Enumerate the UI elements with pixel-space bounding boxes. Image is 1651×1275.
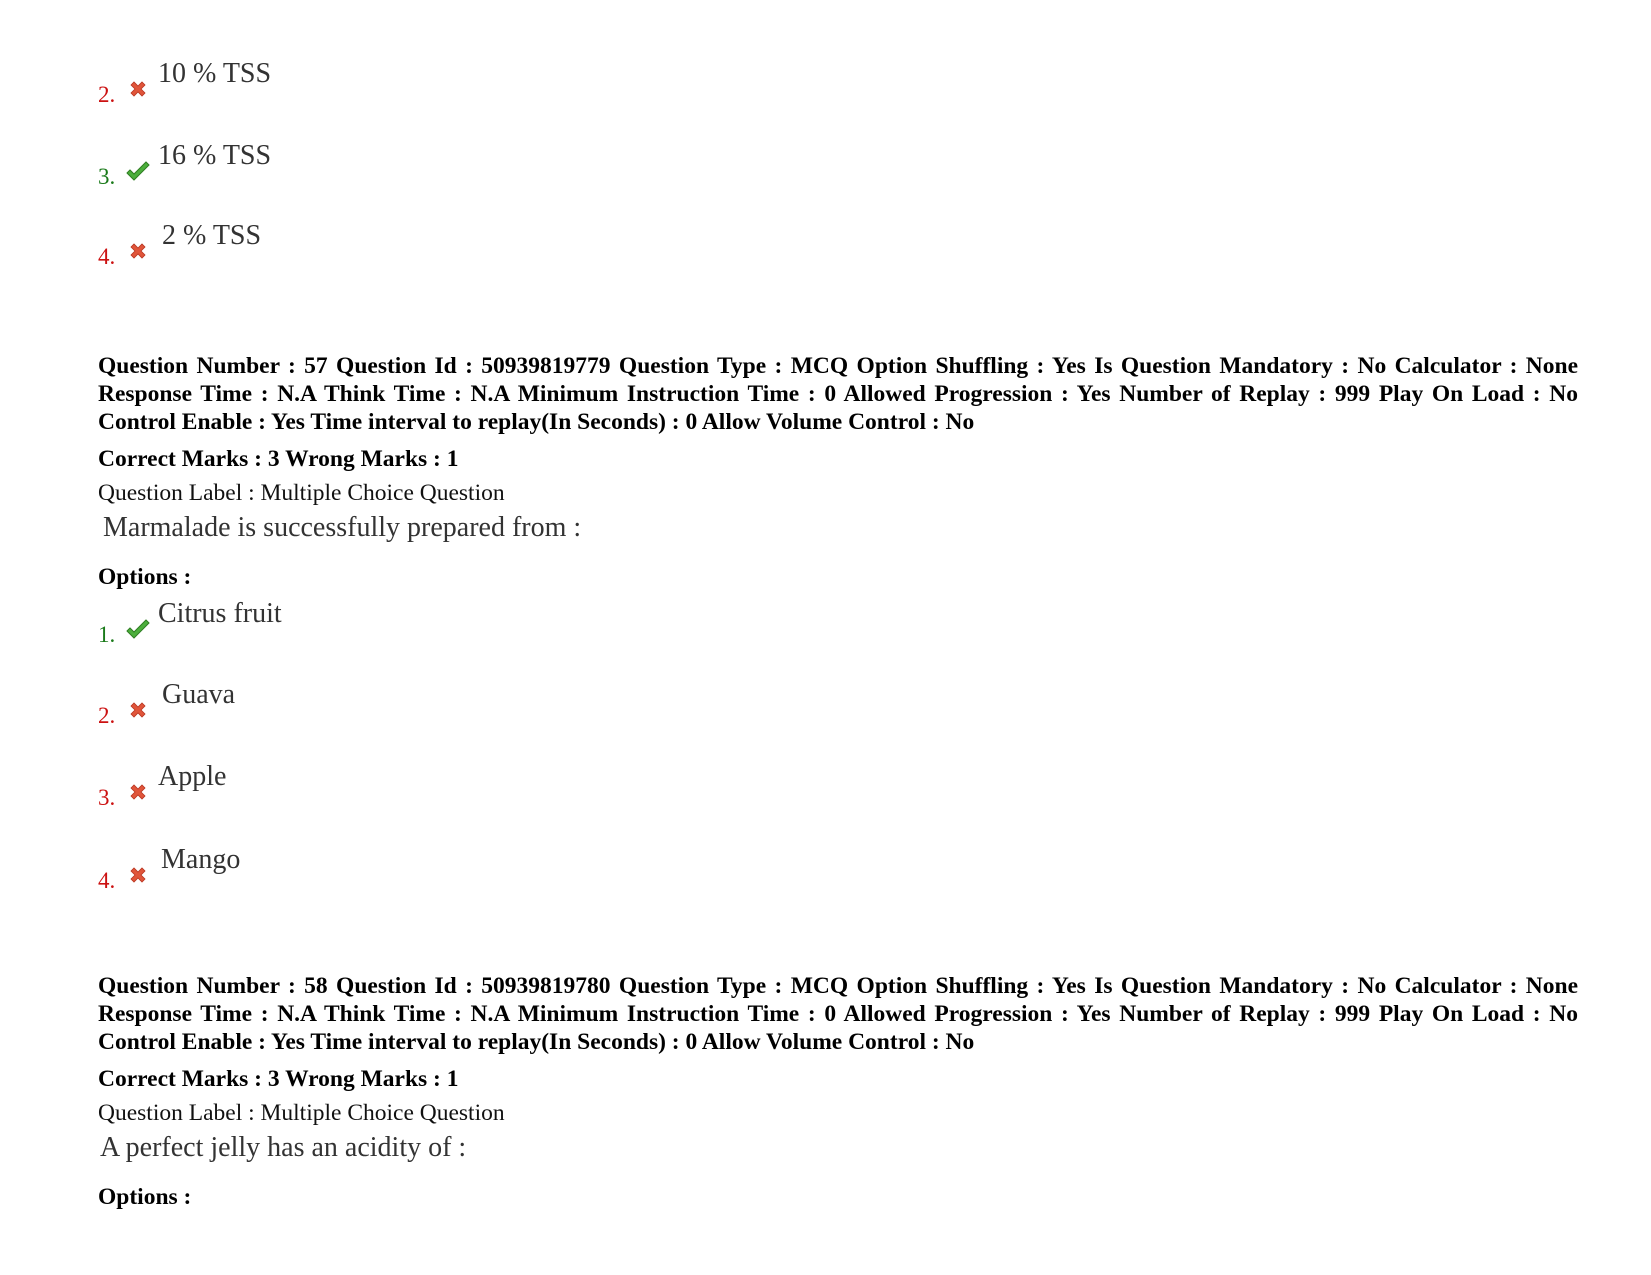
cross-icon [124,779,152,807]
option-number: 2. [98,703,116,728]
cross-icon [124,697,152,725]
question-label: Question Label : Multiple Choice Question [98,1100,505,1126]
option-row [98,58,698,108]
question-text: Marmalade is successfully prepared from : [103,512,582,543]
option-number: 2. [98,82,116,107]
option-number: 4. [98,244,116,269]
option-row [98,679,698,729]
check-icon [124,158,152,186]
option-row [98,598,698,648]
option-text: 16 % TSS [158,140,272,171]
options-heading: Options : [98,1184,192,1210]
cross-icon [124,238,152,266]
option-row [98,844,698,894]
cross-icon [124,76,152,104]
option-text: 2 % TSS [162,220,262,251]
option-text: Guava [162,679,236,710]
option-number: 4. [98,868,116,893]
option-row [98,761,698,811]
cross-icon [124,862,152,890]
options-heading: Options : [98,564,192,590]
option-text: Mango [161,844,241,875]
question-meta: Question Number : 57 Question Id : 50939819779 Question Type : MCQ Option Shuffling : Yes Is Question Mandatory : No Calculator : None Response Time : N.A Think Time : N.A Minimum Instruction Time : 0 Allowed Progression : Yes Number of Replay : 999 Play On Load : No Control Enable : Yes Time interval to replay(In Seconds) : 0 Allow Volume Control : No [98,353,1578,435]
question-marks: Correct Marks : 3 Wrong Marks : 1 [98,446,459,472]
option-text: Citrus fruit [158,598,282,629]
question-marks: Correct Marks : 3 Wrong Marks : 1 [98,1066,459,1092]
option-number: 3. [98,785,116,810]
option-text: Apple [158,761,227,792]
option-number: 3. [98,164,116,189]
option-number: 1. [98,622,116,647]
question-meta: Question Number : 58 Question Id : 50939819780 Question Type : MCQ Option Shuffling : Yes Is Question Mandatory : No Calculator : None Response Time : N.A Think Time : N.A Minimum Instruction Time : 0 Allowed Progression : Yes Number of Replay : 999 Play On Load : No Control Enable : Yes Time interval to replay(In Seconds) : 0 Allow Volume Control : No [98,973,1578,1055]
question-label: Question Label : Multiple Choice Question [98,480,505,506]
check-icon [124,616,152,644]
question-text: A perfect jelly has an acidity of : [100,1132,467,1163]
option-row [98,220,698,270]
option-text: 10 % TSS [158,58,272,89]
option-row [98,140,698,190]
